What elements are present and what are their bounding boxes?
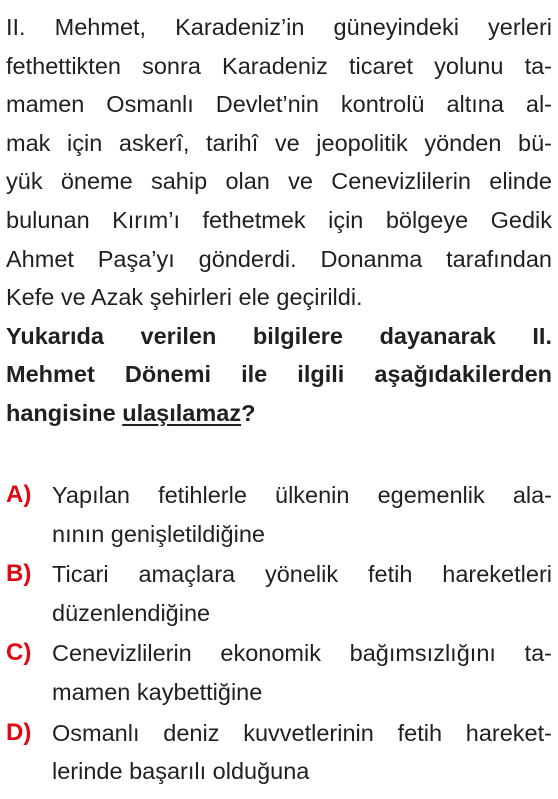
option-b[interactable]: [6, 555, 552, 632]
passage-line: bulunan Kırım’ı fethetmek için bölgeye Gedik: [6, 206, 552, 233]
option-letter: A): [6, 481, 32, 508]
option-text: [52, 714, 552, 791]
option-line: mamen kaybettiğine: [52, 678, 263, 705]
option-line: düzenlendiğine: [52, 599, 211, 626]
option-letter: B): [6, 560, 32, 588]
option-line: Osmanlı deniz kuvvetlerinin fetih hareket-: [52, 719, 552, 746]
question-stem: [6, 317, 552, 433]
option-c[interactable]: [6, 634, 552, 711]
option-line: Yapılan fetihlerle ülkenin egemenlik ala-: [52, 482, 552, 508]
passage-text: [6, 8, 552, 317]
option-letter: D): [6, 718, 32, 746]
option-line: nının genişletildiğine: [52, 520, 265, 547]
passage-line: yük öneme sahip olan ve Cenevizlilerin elinde: [6, 168, 552, 195]
option-line: Cenevizlilerin ekonomik bağımsızlığını ta-: [52, 640, 552, 667]
option-d[interactable]: [6, 714, 552, 791]
question-card: [6, 8, 552, 785]
passage-line: II. Mehmet, Karadeniz’in güneyindeki yerleri: [6, 14, 552, 40]
option-line: lerinde başarılı olduğuna: [52, 758, 310, 785]
option-text: [52, 555, 552, 632]
question-line: Mehmet Dönemi ile ilgili aşağıdakilerden: [6, 361, 552, 388]
passage-line: mamen Osmanlı Devlet’nin kontrolü altına al-: [6, 91, 552, 118]
question-line-prefix: hangisine: [6, 399, 123, 426]
question-line: [6, 394, 552, 433]
option-line: Ticari amaçlara yönelik fetih hareketleri: [52, 561, 552, 588]
option-letter: C): [6, 639, 32, 667]
passage-line: Kefe ve Azak şehirleri ele geçirildi.: [6, 284, 363, 311]
question-keyword-underlined: ulaşılamaz: [122, 399, 242, 426]
passage-line: mak için askerî, tarihî ve jeopolitik yönden bü-: [6, 129, 552, 156]
answer-options: [6, 476, 552, 793]
question-line: Yukarıda verilen bilgilere dayanarak II.: [6, 322, 552, 349]
passage-line: fethettikten sonra Karadeniz ticaret yolunu ta-: [6, 52, 552, 79]
option-text: [52, 476, 552, 553]
option-a[interactable]: [6, 476, 552, 553]
option-text: [52, 634, 552, 711]
question-line-suffix: ?: [241, 399, 256, 426]
passage-line: Ahmet Paşa’yı gönderdi. Donanma tarafından: [6, 245, 552, 272]
